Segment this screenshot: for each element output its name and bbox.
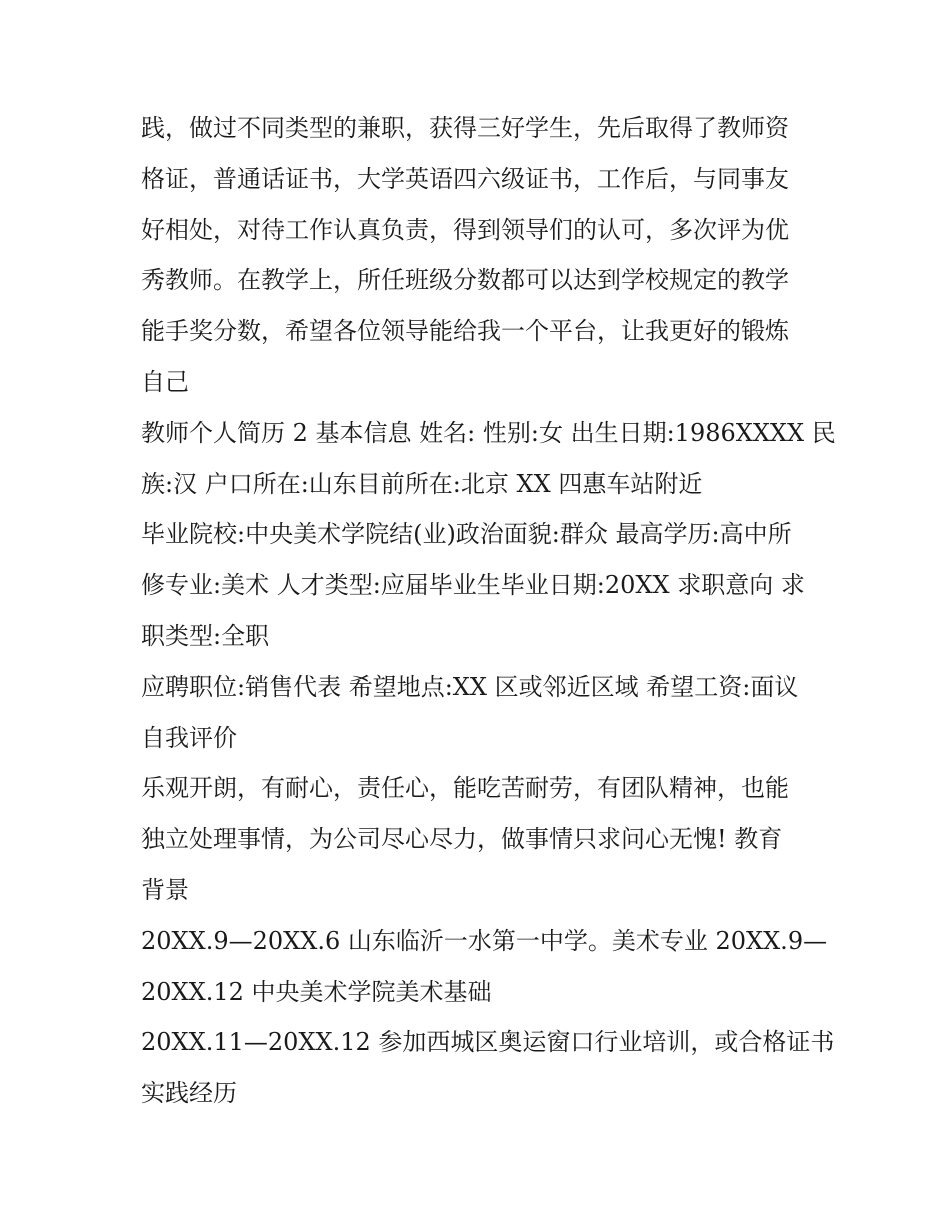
section-heading: 自我评价: [141, 723, 237, 752]
text-line: 修专业:美术 人才类型:应届毕业生毕业日期:20XX 求职意向 求: [141, 571, 805, 600]
text-line: 教师个人简历 2 基本信息 姓名: 性别:女 出生日期:1986XXXX 民: [141, 418, 836, 447]
text-line: 践，做过不同类型的兼职，获得三好学生，先后取得了教师资: [141, 114, 789, 142]
text-line: 背景: [141, 875, 189, 904]
section-heading: 实践经历: [141, 1079, 237, 1108]
text-line: 20XX.12 中央美术学院美术基础: [141, 977, 492, 1006]
text-line: 乐观开朗，有耐心，责任心，能吃苦耐劳，有团队精神，也能: [141, 774, 789, 803]
text-line: 20XX.11—20XX.12 参加西城区奥运窗口行业培训，或合格证书: [141, 1028, 835, 1057]
text-line: 族:汉 户口所在:山东目前所在:北京 XX 四惠车站附近: [141, 469, 703, 498]
text-line: 职类型:全职: [141, 621, 270, 650]
text-line: 自己: [141, 367, 189, 396]
text-line: 好相处，对待工作认真负责，得到领导们的认可，多次评为优: [141, 215, 789, 244]
text-line: 独立处理事情，为公司尽心尽力，做事情只求问心无愧! 教育: [141, 825, 783, 854]
text-line: 20XX.9—20XX.6 山东临沂一水第一中学。美术专业 20XX.9—: [141, 926, 828, 955]
text-line: 毕业院校:中央美术学院结(业)政治面貌:群众 最高学历:高中所: [141, 520, 792, 549]
text-line: 能手奖分数，希望各位领导能给我一个平台，让我更好的锻炼: [141, 317, 789, 346]
text-line: 应聘职位:销售代表 希望地点:XX 区或邻近区域 希望工资:面议: [141, 672, 799, 701]
text-line: 格证，普通话证书，大学英语四六级证书，工作后，与同事友: [141, 164, 789, 193]
document-body: [141, 103, 836, 1119]
text-line: 秀教师。在教学上，所任班级分数都可以达到学校规定的教学: [141, 266, 789, 295]
